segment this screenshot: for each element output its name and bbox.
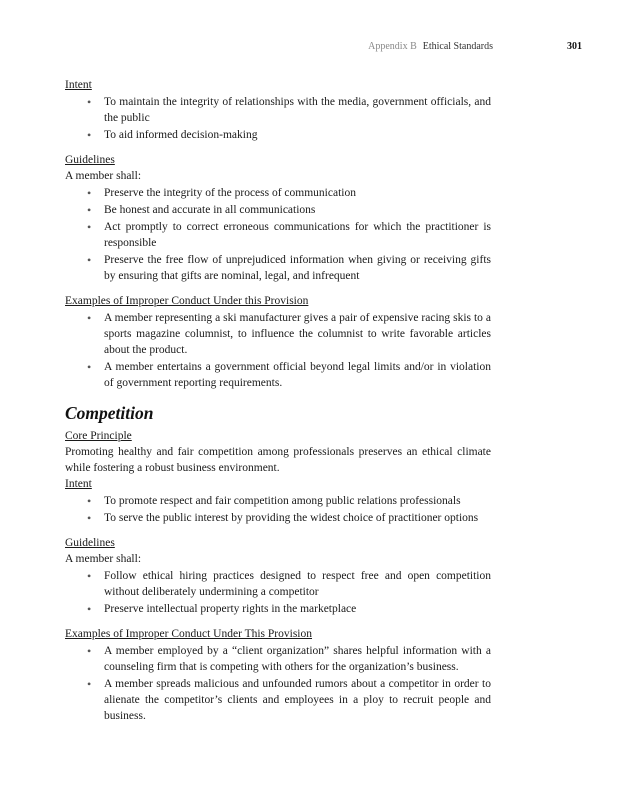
list-item: • A member employed by a “client organization” shares helpful information with a counseling firm that is competing with others for the organization’s business. (65, 643, 491, 675)
list-item: • To serve the public interest by providing the widest choice of practitioner options (65, 510, 491, 526)
intent-heading: Intent (65, 79, 92, 91)
page-number: 301 (567, 41, 582, 52)
intent-list (65, 493, 491, 526)
section-label: Ethical Standards (422, 41, 493, 52)
list-item: • To aid informed decision-making (65, 127, 491, 143)
list-item: • A member spreads malicious and unfounded rumors about a competitor in order to alienate the competitor’s clients and employees in a ploy to recruit people and business. (65, 676, 491, 724)
examples-list (65, 643, 491, 724)
list-item: • To promote respect and fair competition among public relations professionals (65, 493, 491, 509)
guidelines-intro: A member shall: (65, 553, 142, 565)
list-item: • A member representing a ski manufacturer gives a pair of expensive racing skis to a sports magazine columnist, to influence the columnist to write favorable articles about the product. (65, 310, 491, 358)
guidelines-list (65, 568, 491, 617)
page-body (65, 77, 491, 725)
running-head (0, 41, 643, 57)
appendix-label: Appendix B (368, 41, 417, 52)
section-title-competition: Competition (65, 403, 154, 423)
list-item: • Follow ethical hiring practices designed to respect free and open competition without deliberately undermining a competitor (65, 568, 491, 600)
guidelines-list (65, 185, 491, 284)
core-principle-heading: Core Principle (65, 430, 132, 442)
intent-heading: Intent (65, 478, 92, 490)
guidelines-heading: Guidelines (65, 154, 115, 166)
list-item: • Preserve the free flow of unprejudiced information when giving or receiving gifts by ensuring that gifts are nominal, legal, and infrequent (65, 252, 491, 284)
list-item: • Preserve the integrity of the process of communication (65, 185, 491, 201)
guidelines-intro: A member shall: (65, 170, 142, 182)
intent-list (65, 94, 491, 143)
examples-heading: Examples of Improper Conduct Under This Provision (65, 628, 313, 640)
list-item: • Act promptly to correct erroneous communications for which the practitioner is responsible (65, 219, 491, 251)
list-item: • A member entertains a government official beyond legal limits and/or in violation of government reporting requirements. (65, 359, 491, 391)
guidelines-heading: Guidelines (65, 537, 115, 549)
examples-heading: Examples of Improper Conduct Under this Provision (65, 295, 309, 307)
list-item: • To maintain the integrity of relationships with the media, government officials, and the public (65, 94, 491, 126)
list-item: • Preserve intellectual property rights in the marketplace (65, 601, 491, 617)
list-item: • Be honest and accurate in all communications (65, 202, 491, 218)
core-principle-text: Promoting healthy and fair competition among professionals preserves an ethical climate while fostering a robust business environment. (65, 446, 491, 474)
examples-list (65, 310, 491, 391)
running-head-section (368, 41, 493, 52)
